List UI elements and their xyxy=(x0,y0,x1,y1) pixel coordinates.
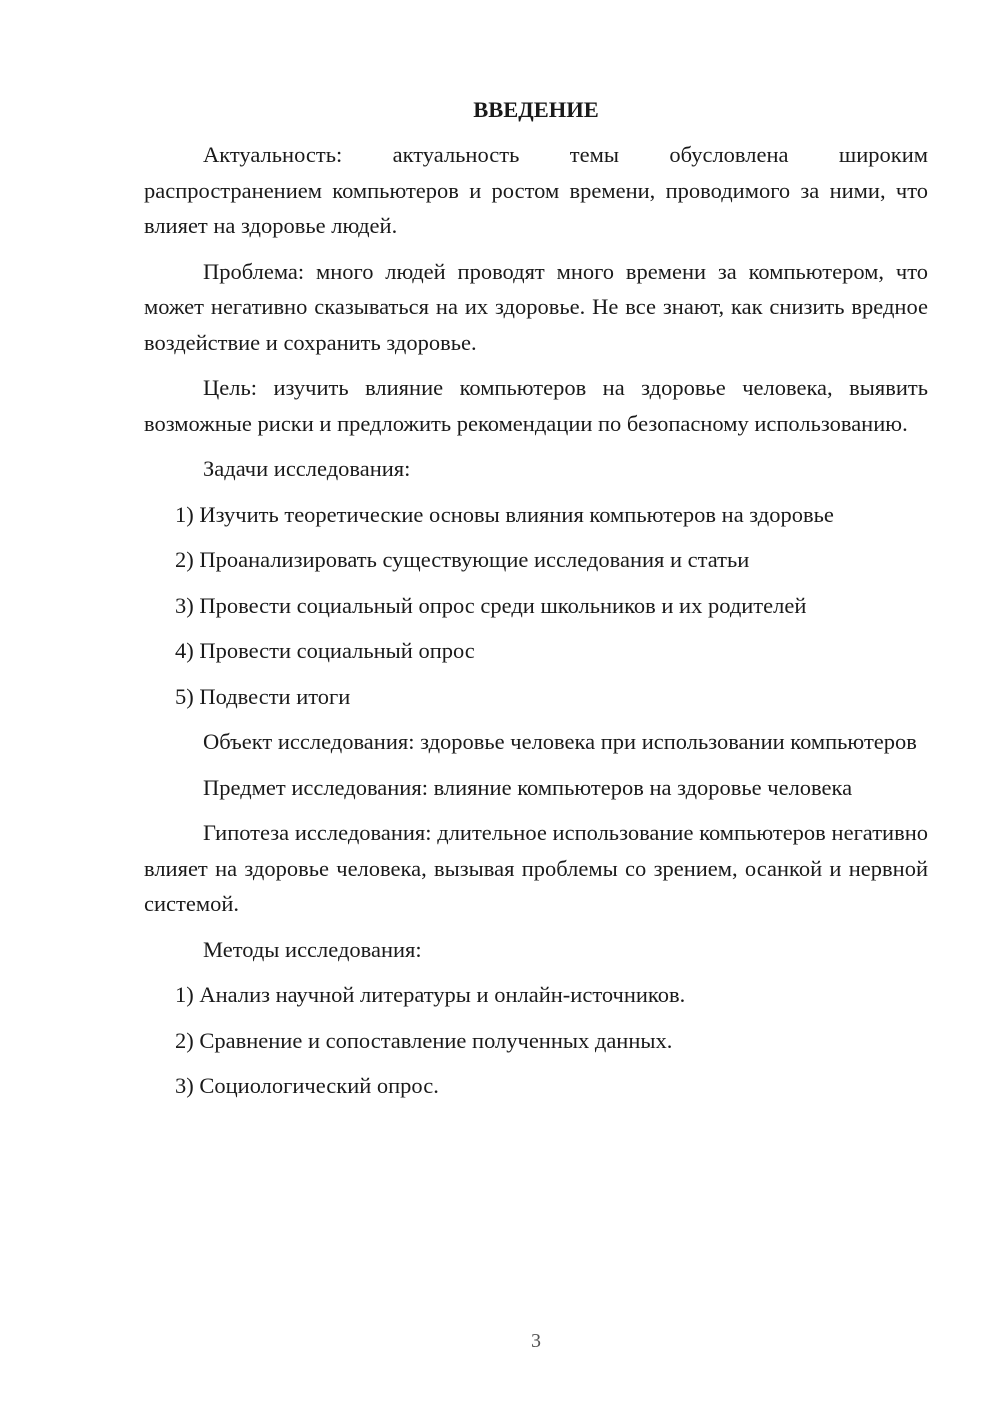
methods-list xyxy=(144,977,928,1104)
page-number: 3 xyxy=(531,1330,541,1352)
list-item: 4) Провести социальный опрос xyxy=(175,638,475,663)
problem-paragraph: Проблема: много людей проводят много времени за компьютером, что может негативно сказываться на их здоровье. Не все знают, как снизить вредное воздействие и сохранить здоровье. xyxy=(144,258,928,355)
list-item: 1) Анализ научной литературы и онлайн-источников. xyxy=(175,982,686,1007)
subject-paragraph: Предмет исследования: влияние компьютеров на здоровье человека xyxy=(203,774,853,800)
tasks-list xyxy=(144,497,928,715)
list-item: 1) Изучить теоретические основы влияния компьютеров на здоровье xyxy=(175,501,834,527)
list-item: 2) Сравнение и сопоставление полученных данных. xyxy=(175,1027,673,1053)
page-content xyxy=(144,92,928,1114)
goal-paragraph: Цель: изучить влияние компьютеров на здоровье человека, выявить возможные риски и предложить рекомендации по безопасному использованию. xyxy=(144,375,928,436)
tasks-heading: Задачи исследования: xyxy=(203,456,411,481)
relevance-paragraph: Актуальность: актуальность темы обусловлена широким распространением компьютеров и ростом времени, проводимого за ними, что влияет на здоровье людей. xyxy=(144,142,928,238)
list-item: 3) Провести социальный опрос среди школьников и их родителей xyxy=(175,592,807,618)
list-item: 3) Социологический опрос. xyxy=(175,1073,439,1098)
list-item: 5) Подвести итоги xyxy=(175,683,351,709)
methods-heading: Методы исследования: xyxy=(203,936,422,962)
hypothesis-paragraph: Гипотеза исследования: длительное использование компьютеров негативно влияет на здоровье человека, вызывая проблемы со зрением, осанкой и нервной системой. xyxy=(144,820,928,916)
list-item: 2) Проанализировать существующие исследования и статьи xyxy=(175,547,750,572)
section-title: ВВЕДЕНИЕ xyxy=(473,97,599,122)
object-paragraph: Объект исследования: здоровье человека при использовании компьютеров xyxy=(203,729,917,754)
